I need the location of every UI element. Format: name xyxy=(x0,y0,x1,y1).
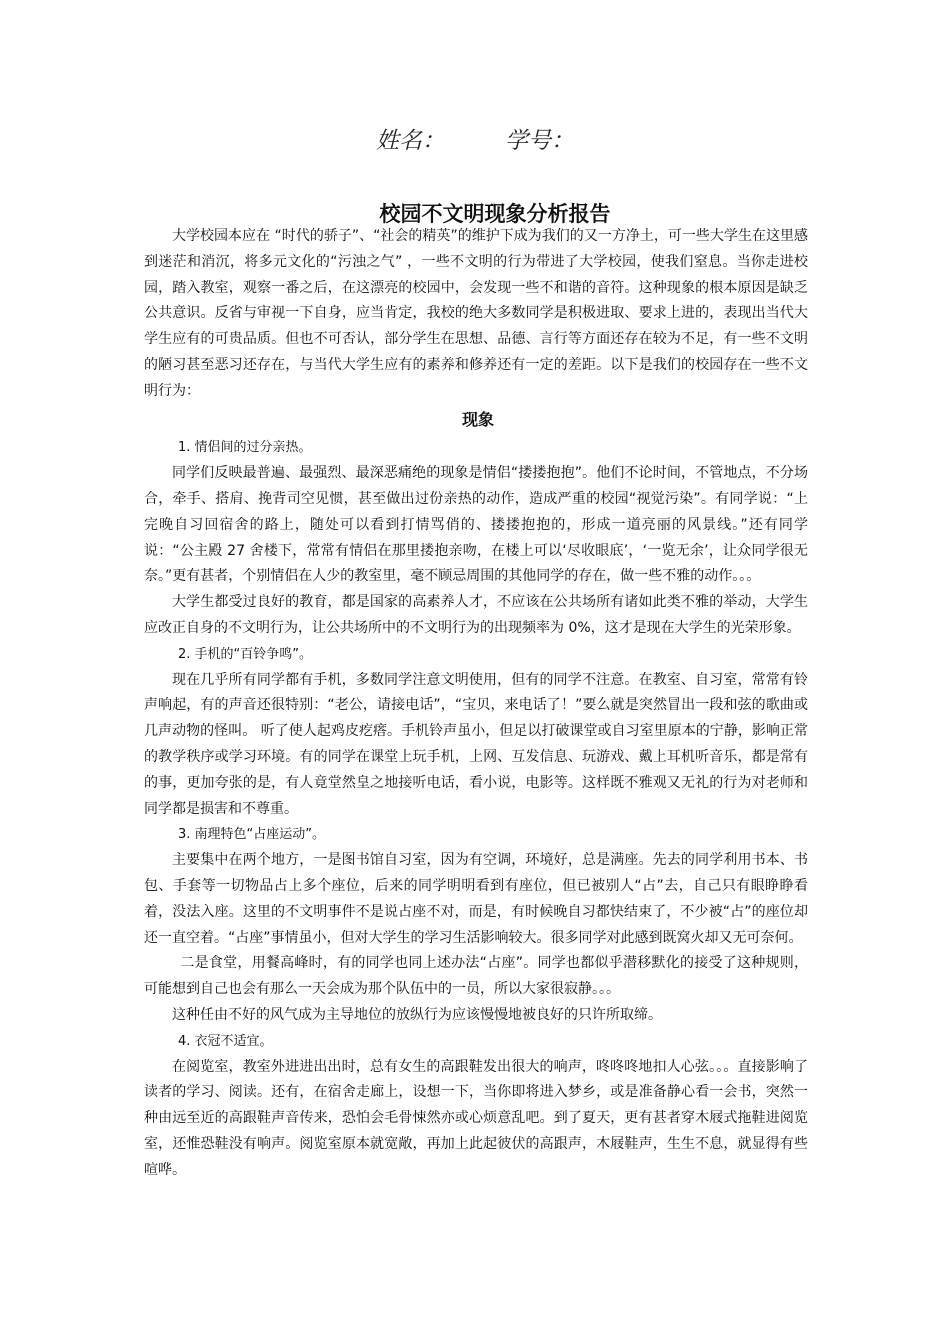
body-paragraph: 这种任由不好的风气成为主导地位的放纵行为应该慢慢地被良好的只许所取缔。 xyxy=(172,1006,662,1023)
name-label: 姓名： xyxy=(376,128,445,154)
student-id-label: 学号： xyxy=(505,128,574,154)
report-body xyxy=(144,224,808,1183)
intro-paragraph: 大学校园本应在 “时代的骄子”、“社会的精英”的维护下成为我们的又一方净土，可一些大学生在这里感到迷茫和消沉，将多元文化的“污浊之气” ，一些不文明的行为带进了大学校园，使我们窒息。当你走进校园，踏入教室，观察一番之后，在这漂亮的校园中，会发现一些不和谐的音符。这种现象的根本原因是缺乏公共意识。反省与审视一下自身，应当肯定，我校的绝大多数同学是积极进取、要求上进的，表现出当代大学生应有的可贵品质。但也不可否认，部分学生在思想、品德、言行等方面还存在较为不足，有一些不文明的陋习甚至恶习还存在，与当代大学生应有的素养和修养还有一定的差距。以下是我们的校园存在一些不文明行为： xyxy=(144,228,808,399)
item-heading: 1. 情侣间的过分亲热。 xyxy=(178,440,312,456)
body-paragraph: 同学们反映最普遍、最强烈、最深恶痛绝的现象是情侣“搂搂抱抱”。他们不论时间，不管地点，不分场合，牵手、搭肩、挽背司空见惯，甚至做出过份亲热的动作，造成严重的校园“视觉污染”。有同学说：“上完晚自习回宿舍的路上，随处可以看到打情骂俏的、搂搂抱抱的，形成一道亮丽的风景线。”还有同学说：“公主殿 27 舍楼下，常常有情侣在那里搂抱亲吻，在楼上可以‘尽收眼底’，‘一览无余’，让众同学很无奈。”更有甚者，个别情侣在人少的教室里，毫不顾忌周围的其他同学的存在，做一些不雅的动作。。。 xyxy=(144,465,808,585)
body-paragraph: 二是食堂，用餐高峰时，有的同学也同上述办法“占座”。同学也都似乎潜移默化的接受了这种规则，可能想到自己也会有那么一天会成为那个队伍中的一员，所以大家很寂静。。。 xyxy=(144,955,808,998)
body-paragraph: 大学生都受过良好的教育，都是国家的高素养人才，不应该在公共场所有诸如此类不雅的举动，大学生应改正自身的不文明行为，让公共场所中的不文明行为的出现频率为 0%，这才是现在大学生的光荣形象。 xyxy=(144,594,808,636)
report-title: 校园不文明现象分析报告 xyxy=(379,202,611,226)
name-id-header xyxy=(0,122,950,155)
item-heading: 2. 手机的“百铃争鸣”。 xyxy=(178,646,313,662)
item-heading: 3. 南理特色“占座运动”。 xyxy=(178,827,326,843)
body-paragraph: 现在几乎所有同学都有手机，多数同学注意文明使用，但有的同学不注意。在教室、自习室，常常有铃声响起，有的声音还很特别：“老公，请接电话”，“宝贝，来电话了！”要么就是突然冒出一段和弦的歌曲或几声动物的怪叫。 听了使人起鸡皮疙瘩。手机铃声虽小，但足以打破课堂或自习室里原本的宁静，影响正常的教学秩序或学习环境。有的同学在课堂上玩手机，上网、互发信息、玩游戏、戴上耳机听音乐，都是常有的事，更加夸张的是，有人竟堂然皇之地接听电话，看小说，电影等。这样既不雅观又无礼的行为对老师和同学都是损害和不尊重。 xyxy=(144,671,808,817)
body-paragraph: 主要集中在两个地方，一是图书馆自习室，因为有空调，环境好，总是满座。先去的同学利用书本、书包、手套等一切物品占上多个座位，后来的同学明明看到有座位，但已被别人“占”去，自己只有眼睁睁看着，没法入座。这里的不文明事件不是说占座不对，而是，有时候晚自习都快结束了，不少被“占”的座位却还一直空着。“占座”事情虽小，但对大学生的学习生活影响较大。很多同学对此感到既窝火却又无可奈何。 xyxy=(144,852,808,946)
body-paragraph: 在阅览室，教室外进进出出时，总有女生的高跟鞋发出很大的响声，咚咚咚地扣人心弦。。。直接影响了读者的学习、阅读。还有，在宿舍走廊上，设想一下，当你即将进入梦乡，或是准备静心看一会书，突然一种由远至近的高跟鞋声音传来，恐怕会毛骨悚然亦或心烦意乱吧。到了夏天，更有甚者穿木屐式拖鞋进阅览室，还惟恐鞋没有响声。阅览室原本就宽敞，再加上此起彼伏的高跟声，木屐鞋声，生生不息，就显得有些喧哗。 xyxy=(144,1058,808,1178)
item-heading: 4. 衣冠不适宜。 xyxy=(178,1033,273,1049)
section-title: 现象 xyxy=(461,409,494,429)
